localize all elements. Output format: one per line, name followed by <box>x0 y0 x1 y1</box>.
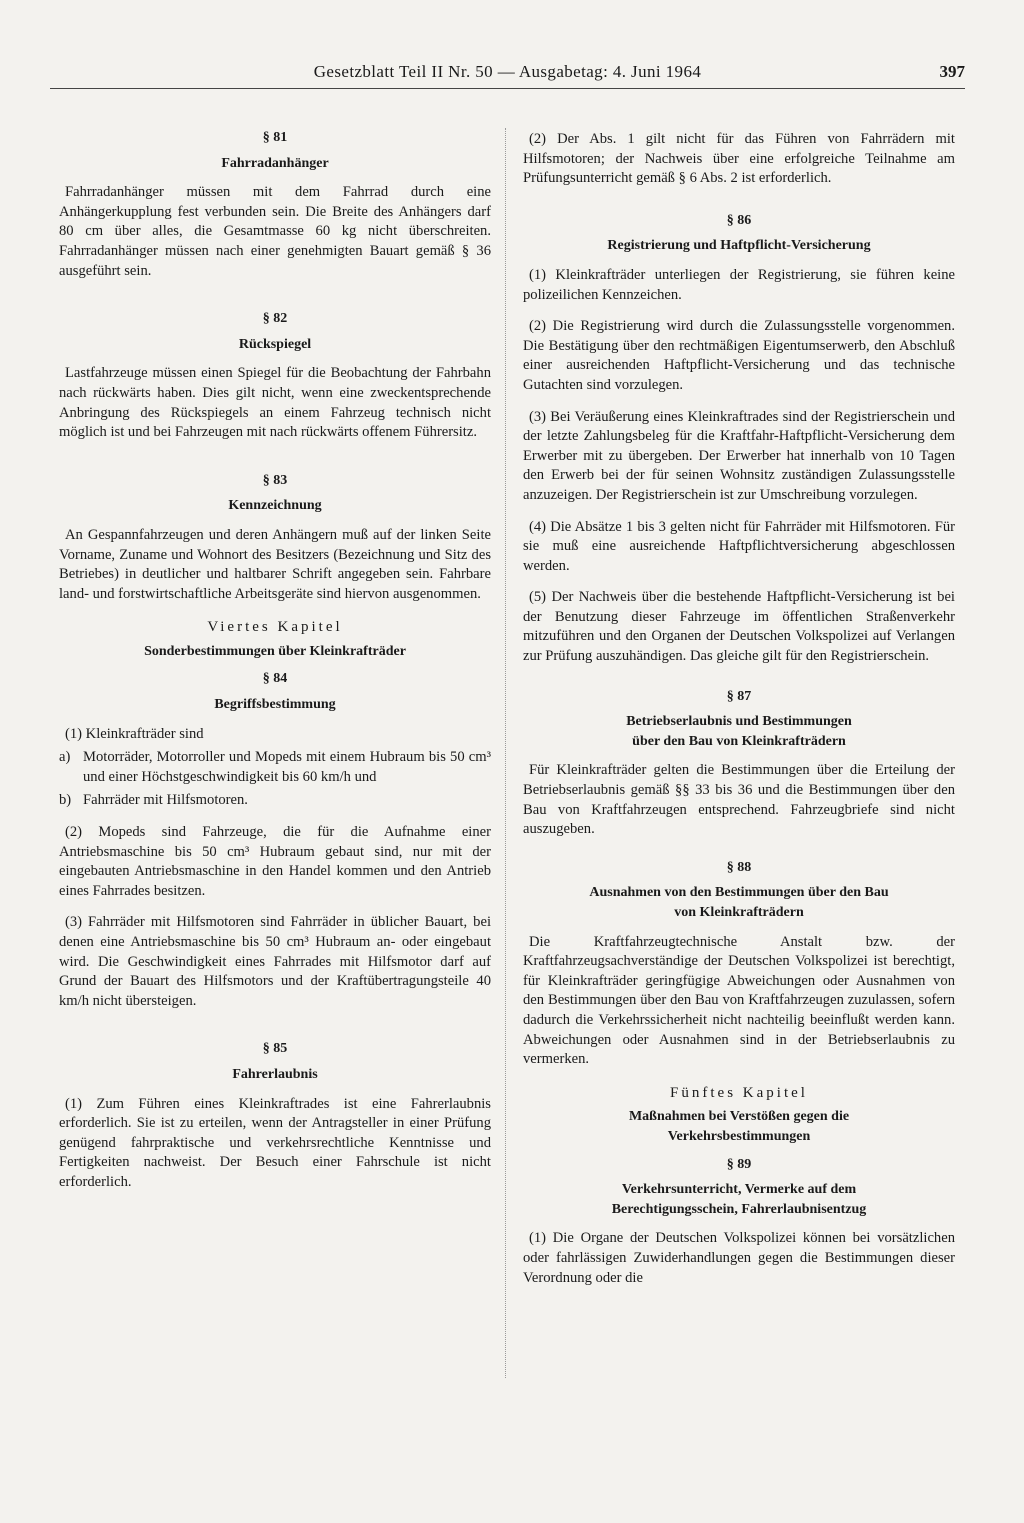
column-divider <box>505 128 506 1378</box>
section-heading: Verkehrsunterricht, Vermerke auf dem <box>621 1182 857 1198</box>
list-item <box>59 748 491 787</box>
section-sign: § 85 <box>262 1041 288 1057</box>
paragraph: An Gespannfahrzeugen und deren Anhängern muß auf der linken Seite Vorname, Zuname und Wohnort des Besitzers (Bezeichnung und Sitz des Betriebes) in deutlicher und haltbarer Schrift angegeben sein. Fahrbare land- und forstwirtschaftliche Arbeitsgeräte sind hiervon ausgenommen. <box>59 526 491 602</box>
section-sign: § 84 <box>262 671 288 687</box>
paragraph: (1) Kleinkrafträder sind <box>65 725 204 742</box>
section-heading: Fahrradanhänger <box>221 155 329 171</box>
section-heading: Registrierung und Haftpflicht-Versicherung <box>607 238 871 254</box>
list-item-text: Fahrräder mit Hilfsmotoren. <box>83 792 248 809</box>
page-number: 397 <box>939 62 965 81</box>
paragraph: (3) Bei Veräußerung eines Kleinkraftrades sind der Registrierschein und der letzte Zahlungsbeleg für die Kraftfahr-Haftpflicht-Versicherung dem Erwerber mit zu übergeben. Der Erwerber hat innerhalb von 10 Tagen den Erwerb bei der für seinen Wohnsitz zuständigen Zulassungsstelle anzuzeigen. Der Registrierschein ist zur Umschreibung vorzulegen. <box>523 408 955 503</box>
section-sign: § 88 <box>726 859 752 875</box>
section-sign: § 82 <box>262 311 288 327</box>
section-sign: § 83 <box>262 472 288 488</box>
paragraph: (3) Fahrräder mit Hilfsmotoren sind Fahrräder in üblicher Bauart, bei denen eine Antriebsmaschine bis 50 cm³ Hubraum an- oder eingebaut wird. Die Geschwindigkeit eines Fahrrades mit Hilfsmotor darf auf Grund der Bauart des Hilfsmotors und der Kraftübertragungsteile 40 km/h nicht übersteigen. <box>59 914 491 1009</box>
right-column <box>523 130 955 1300</box>
section-heading: über den Bau von Kleinkrafträdern <box>632 733 846 749</box>
paragraph: (1) Die Organe der Deutschen Volkspolizei können bei vorsätzlichen oder fahrlässigen Zuwiderhandlungen gegen die Bestimmungen dieser Verordnung oder die <box>523 1230 955 1286</box>
section-heading: von Kleinkrafträdern <box>674 905 804 920</box>
paragraph: Für Kleinkrafträder gelten die Bestimmungen über die Erteilung der Betriebserlaubnis gemäß §§ 33 bis 36 und die Bestimmungen über den Bau von Kraftfahrzeugen entsprechend. Fahrzeugbriefe sind nicht auszugeben. <box>523 762 955 838</box>
section-heading: Betriebserlaubnis und Bestimmungen <box>626 714 852 730</box>
section-heading: Rückspiegel <box>238 336 312 352</box>
section-85 <box>59 1039 491 1192</box>
section-heading: Ausnahmen von den Bestimmungen über den Bau <box>589 885 889 901</box>
section-heading: Fahrerlaubnis <box>232 1066 318 1082</box>
section-sign: § 81 <box>262 130 288 145</box>
paragraph: (2) Die Registrierung wird durch die Zulassungsstelle vorgenommen. Die Bestätigung über den rechtmäßigen Eigentumserwerb, den Abschluß einer ausreichenden Haftpflicht-Versicherung und das technische Gutachten sind vorzulegen. <box>523 318 955 393</box>
list-item-label: a) <box>59 749 71 766</box>
section-heading: Begriffsbestimmung <box>214 697 336 713</box>
chapter-title: Viertes Kapitel <box>207 619 343 636</box>
paragraph: (2) Der Abs. 1 gilt nicht für das Führen von Fahrrädern mit Hilfsmotoren; der Nachweis über eine erfolgreiche Teilnahme am Prüfungsunterricht gemäß § 6 Abs. 2 ist erforderlich. <box>523 131 955 187</box>
list-item <box>59 791 491 811</box>
paragraph: (2) Mopeds sind Fahrzeuge, die für die Aufnahme einer Antriebsmaschine bis 50 cm³ Hubraum gebaut sind, nur mit der eingebauten Antriebsmaschine in den Handel kommen und den Antrieb eines Fahrrades besitzen. <box>59 824 491 899</box>
list-item-label: b) <box>59 792 72 809</box>
paragraph: (4) Die Absätze 1 bis 3 gelten nicht für Fahrräder mit Hilfsmotoren. Für sie muß eine ausreichende Haftpflichtversicherung abgeschlossen werden. <box>523 518 955 574</box>
section-82 <box>59 309 491 443</box>
header-title: Gesetzblatt Teil II Nr. 50 — Ausgabetag: 4. Juni 1964 <box>313 62 702 81</box>
section-sign: § 86 <box>726 212 752 228</box>
left-column <box>59 128 491 1205</box>
section-heading: Kennzeichnung <box>228 498 322 514</box>
section-89 <box>523 1155 955 1289</box>
page-header <box>50 62 965 89</box>
section-86 <box>523 211 955 667</box>
paragraph: (5) Der Nachweis über die bestehende Haftpflicht-Versicherung ist bei der Benutzung dieser Fahrzeuge im öffentlichen Straßenverkehr mitzuführen und den Organen der Deutschen Volkspolizei auf Verlangen zur Prüfung auszuhändigen. Das gleiche gilt für den Registrierschein. <box>523 589 955 665</box>
section-84 <box>59 669 491 1011</box>
chapter-subtitle: Maßnahmen bei Verstößen gegen die <box>628 1109 850 1125</box>
section-sign: § 89 <box>726 1156 752 1172</box>
section-81 <box>59 128 491 281</box>
chapter-title: Fünftes Kapitel <box>670 1084 808 1101</box>
section-heading: Berechtigungsschein, Fahrerlaubnisentzug <box>611 1201 867 1217</box>
list-item-text: Motorräder, Motorroller und Mopeds mit einem Hubraum bis 50 cm³ und einer Höchstgeschwindigkeit bis 60 km/h und <box>83 749 491 785</box>
chapter-subtitle: Sonderbestimmungen über Kleinkrafträder <box>144 643 406 659</box>
chapter-subtitle: Verkehrsbestimmungen <box>667 1128 811 1144</box>
paragraph: Die Kraftfahrzeugtechnische Anstalt bzw. der Kraftfahrzeugsachverständige der Deutschen Volkspolizei ist berechtigt, für Kleinkrafträder geringfügige Abweichungen oder Ausnahmen von den Bestimmungen über den Bau von Kraftfahrzeugen zuzulassen, sofern dadurch die Verkehrssicherheit nicht nachteilig beeinflußt werden kann. Abweichungen oder Ausnahmen sind in der Betriebserlaubnis zu vermerken. <box>523 933 955 1068</box>
section-sign: § 87 <box>726 688 752 704</box>
section-83 <box>59 471 491 605</box>
paragraph: Lastfahrzeuge müssen einen Spiegel für die Beobachtung der Fahrbahn nach rückwärts haben. Dies gilt nicht, wenn eine zweckentsprechende Anbringung des Rückspiegels an einem Fahrzeug technisch nicht möglich ist und bei Fahrzeugen mit nach rückwärts offenem Führersitz. <box>59 365 491 441</box>
paragraph: Fahrradanhänger müssen mit dem Fahrrad durch eine Anhängerkupplung fest verbunden sein. Die Breite des Anhängers darf 80 cm über alles, die Gesamtmasse 60 kg nicht überschreiten. Fahrradanhänger müssen nach einer genehmigten Bauart gemäß § 36 ausgeführt sein. <box>59 184 491 279</box>
section-88 <box>523 858 955 1070</box>
paragraph: (1) Zum Führen eines Kleinkraftrades ist eine Fahrerlaubnis erforderlich. Sie ist zu erteilen, wenn der Antragsteller in einer Prüfung genügend fahrpraktische und verkehrsrechtliche Kenntnisse und Fertigkeiten nachweist. Der Besuch einer Fahrschule ist nicht erforderlich. <box>59 1095 491 1190</box>
section-87 <box>523 687 955 840</box>
paragraph: (1) Kleinkrafträder unterliegen der Registrierung, sie führen keine polizeilichen Kennzeichen. <box>523 266 955 303</box>
